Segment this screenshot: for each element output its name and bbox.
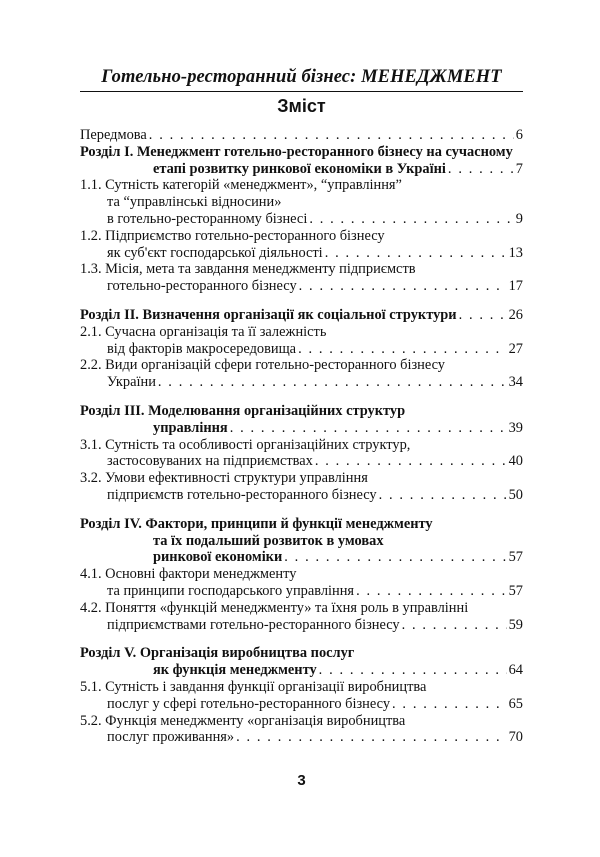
- section-3-title[interactable]: [80, 403, 523, 420]
- section-3-title-cont[interactable]: [80, 420, 523, 437]
- toc-entry-page: 59: [508, 616, 523, 633]
- toc-entry-title: в готельно-ресторанному бізнесі: [107, 210, 308, 227]
- toc-entry-1-3[interactable]: [80, 261, 523, 278]
- toc-entry-title: України: [107, 374, 156, 391]
- section-4-title[interactable]: [80, 516, 523, 533]
- toc-entry-2-1[interactable]: [80, 324, 523, 341]
- toc-entry-1-2[interactable]: [80, 228, 523, 245]
- dot-leader: [459, 307, 507, 324]
- section-title-text: як функція менеджменту: [153, 662, 317, 679]
- table-of-contents: [80, 127, 523, 746]
- toc-entry-title: 2.1. Сучасна організація та її залежність: [80, 323, 327, 340]
- dot-leader: [299, 278, 507, 295]
- section-title-text: та їх подальший розвиток в умовах: [153, 532, 384, 549]
- running-header: Готельно-ресторанний бізнес: МЕНЕДЖМЕНТ: [101, 67, 502, 87]
- toc-entry-4-2-cont[interactable]: [80, 617, 523, 634]
- toc-entry-page: 57: [508, 582, 523, 599]
- toc-entry-5-1[interactable]: [80, 679, 523, 696]
- section-title-text: етапі розвитку ринкової економіки в Україні: [153, 160, 446, 177]
- toc-entry-4-2[interactable]: [80, 600, 523, 617]
- section-title-text: Розділ V. Організація виробництва послуг: [80, 645, 355, 662]
- toc-entry-title: 3.1. Сутність та особливості організаційних структур,: [80, 436, 411, 453]
- section-4-title-cont2[interactable]: [80, 549, 523, 566]
- dot-leader: [319, 662, 507, 679]
- dot-leader: [284, 549, 506, 566]
- toc-entry-1-1-cont2[interactable]: [80, 211, 523, 228]
- section-title-text: управління: [153, 419, 228, 436]
- toc-entry-1-1[interactable]: [80, 177, 523, 194]
- toc-entry-5-2[interactable]: [80, 713, 523, 730]
- section-gap: [80, 633, 523, 645]
- toc-entry-title: 1.1. Сутність категорій «менеджмент», “управління”: [80, 177, 402, 194]
- toc-entry-5-2-cont[interactable]: [80, 729, 523, 746]
- toc-entry-1-1-cont: [80, 194, 523, 211]
- section-title-text: Розділ ІV. Фактори, принципи й функції менеджменту: [80, 515, 433, 532]
- toc-entry-preface[interactable]: [80, 127, 523, 144]
- section-gap: [80, 504, 523, 516]
- toc-entry-page: 27: [508, 340, 523, 357]
- section-gap: [80, 295, 523, 307]
- dot-leader: [158, 374, 507, 391]
- section-5-title[interactable]: [80, 645, 523, 662]
- dot-leader: [236, 729, 507, 746]
- toc-entry-title: 5.1. Сутність і завдання функції організації виробництва: [80, 678, 427, 695]
- dot-leader: [392, 696, 507, 713]
- dot-leader: [315, 453, 507, 470]
- section-title-text: ринкової економіки: [153, 549, 283, 566]
- toc-entry-3-1-cont[interactable]: [80, 453, 523, 470]
- toc-entry-page: 70: [508, 729, 523, 746]
- dot-leader: [325, 245, 507, 262]
- dot-leader: [448, 161, 514, 178]
- toc-entry-title: від факторів макросередовища: [107, 340, 297, 357]
- dot-leader: [309, 211, 513, 228]
- toc-entry-3-2[interactable]: [80, 470, 523, 487]
- toc-entry-1-2-cont[interactable]: [80, 245, 523, 262]
- toc-entry-2-2[interactable]: [80, 357, 523, 374]
- toc-entry-title: підприємствами готельно-ресторанного бізнесу: [107, 616, 400, 633]
- section-gap: [80, 391, 523, 403]
- toc-entry-title: підприємств готельно-ресторанного бізнесу: [107, 486, 377, 503]
- toc-entry-title: як суб'єкт господарської діяльності: [107, 244, 323, 261]
- section-5-title-cont[interactable]: [80, 662, 523, 679]
- toc-entry-5-1-cont[interactable]: [80, 696, 523, 713]
- toc-entry-2-2-cont[interactable]: [80, 374, 523, 391]
- toc-entry-page: 39: [508, 419, 523, 436]
- dot-leader: [356, 583, 507, 600]
- toc-entry-title: послуг проживання»: [107, 729, 235, 746]
- dot-leader: [402, 617, 507, 634]
- section-title-text: Розділ І. Менеджмент готельно-ресторанного бізнесу на сучасному: [80, 143, 513, 160]
- header-rule: [80, 91, 523, 92]
- toc-entry-page: 17: [508, 278, 523, 295]
- section-title-text: Розділ ІІ. Визначення організації як соціальної структури: [80, 306, 457, 323]
- section-1-title-cont[interactable]: [80, 161, 523, 178]
- toc-entry-title: 4.2. Поняття «функцій менеджменту» та їхня роль в управлінні: [80, 599, 469, 616]
- toc-entry-3-1[interactable]: [80, 437, 523, 454]
- toc-entry-page: 9: [515, 210, 523, 227]
- dot-leader: [298, 341, 507, 358]
- toc-entry-page: 7: [515, 160, 523, 177]
- toc-entry-title: 2.2. Види організацій сфери готельно-ресторанного бізнесу: [80, 357, 445, 374]
- toc-entry-title: Передмова: [80, 127, 147, 143]
- toc-entry-title: послуг у сфері готельно-ресторанного бізнесу: [107, 695, 391, 712]
- toc-entry-page: 57: [508, 549, 523, 566]
- section-2-title[interactable]: [80, 307, 523, 324]
- toc-entry-title: та принципи господарського управління: [107, 582, 355, 599]
- toc-entry-3-2-cont[interactable]: [80, 487, 523, 504]
- toc-entry-title: готельно-ресторанного бізнесу: [107, 278, 297, 295]
- toc-entry-page: 6: [515, 127, 523, 143]
- section-title-text: Розділ ІІІ. Моделювання організаційних структур: [80, 402, 406, 419]
- toc-entry-title: 1.2. Підприємство готельно-ресторанного бізнесу: [80, 227, 385, 244]
- toc-entry-page: 50: [508, 486, 523, 503]
- toc-entry-page: 65: [508, 695, 523, 712]
- toc-entry-title: 3.2. Умови ефективності структури управління: [80, 470, 368, 487]
- page-number: 3: [297, 772, 306, 789]
- toc-entry-page: 26: [508, 306, 523, 323]
- section-1-title[interactable]: [80, 144, 523, 161]
- toc-entry-page: 40: [508, 453, 523, 470]
- dot-leader: [149, 127, 514, 144]
- toc-entry-4-1-cont[interactable]: [80, 583, 523, 600]
- toc-entry-title: та “управлінські відносини»: [107, 194, 282, 211]
- toc-entry-page: 13: [508, 244, 523, 261]
- toc-entry-1-3-cont[interactable]: [80, 278, 523, 295]
- toc-entry-2-1-cont[interactable]: [80, 341, 523, 358]
- toc-title: Зміст: [277, 96, 326, 116]
- section-4-title-cont: [80, 533, 523, 550]
- dot-leader: [230, 420, 507, 437]
- toc-entry-4-1[interactable]: [80, 566, 523, 583]
- toc-entry-title: 4.1. Основні фактори менеджменту: [80, 566, 297, 583]
- toc-entry-title: 5.2. Функція менеджменту «організація виробництва: [80, 712, 406, 729]
- toc-entry-title: застосовуваних на підприємствах: [107, 453, 313, 470]
- toc-entry-title: 1.3. Місія, мета та завдання менеджменту підприємств: [80, 261, 416, 278]
- toc-entry-page: 64: [508, 662, 523, 679]
- dot-leader: [379, 487, 507, 504]
- toc-entry-page: 34: [508, 374, 523, 391]
